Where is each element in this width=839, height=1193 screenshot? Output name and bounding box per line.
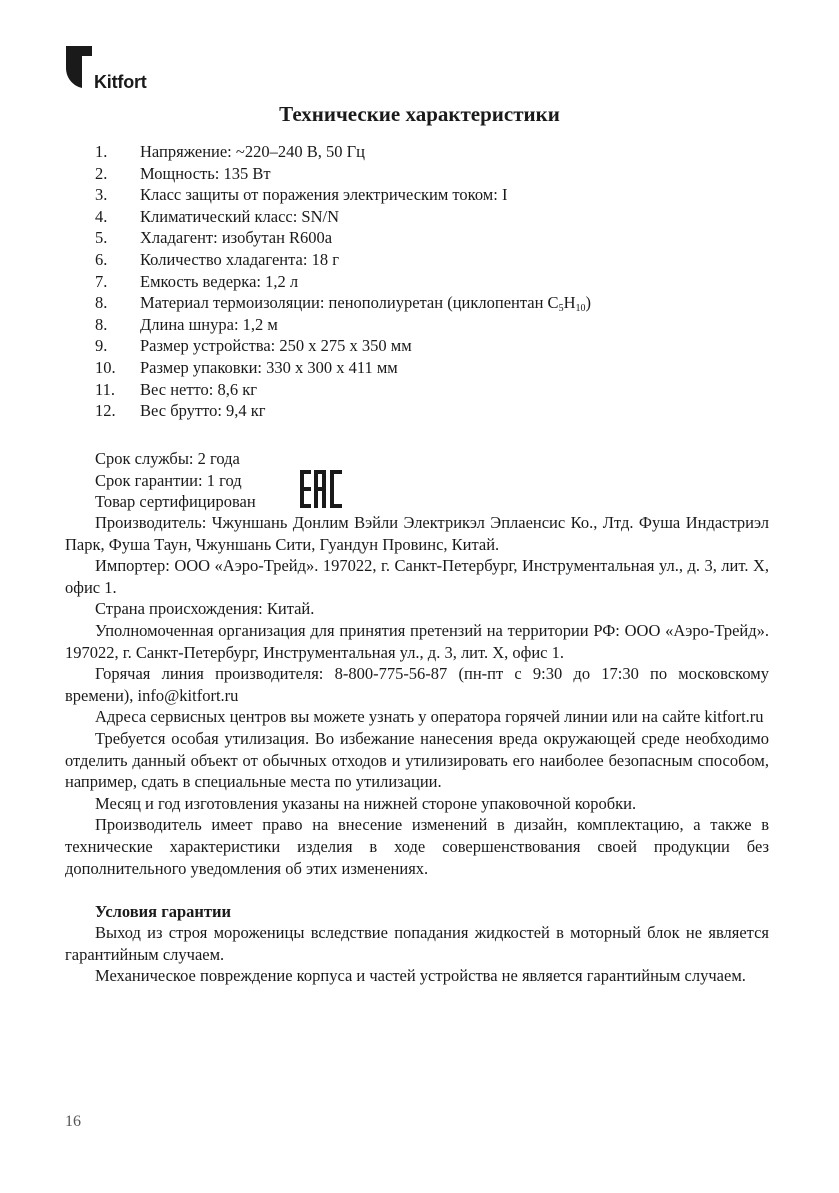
spec-text: Размер устройства: 250 x 275 x 350 мм [140, 336, 412, 356]
paragraph: Месяц и год изготовления указаны на нижней стороне упаковочной коробки. [95, 793, 637, 813]
spec-formula-part: 10 [575, 303, 586, 315]
paragraph: Производитель имеет право на внесение изменений в дизайн, комплектацию, а также в технические характеристики изделия в ходе совершенствования своей продукции без дополнительного уведомления об этих изменениях. [65, 815, 769, 878]
spec-item [95, 206, 591, 228]
spec-list [95, 141, 591, 422]
spec-text: Климатический класс: SN/N [140, 206, 340, 226]
paragraph: Импортер: ООО «Аэро-Трейд». 197022, г. Санкт-Петербург, Инструментальная ул., д. 3, лит. Х, офис 1. [65, 556, 769, 597]
spec-text: Размер упаковки: 330 x 300 x 411 мм [140, 357, 398, 377]
spec-item [95, 271, 591, 293]
spec-text: Хладагент: изобутан R600a [140, 228, 333, 248]
paragraph: Производитель: Чжуншань Донлим Вэйли Электрикэл Эплаенсис Ко., Лтд. Фуша Индастриэл Парк, Фуша Таун, Чжуншань Сити, Гуандун Провинс, Китай. [65, 513, 769, 554]
paragraph: Уполномоченная организация для принятия претензий на территории РФ: ООО «Аэро-Трейд». 197022, г. Санкт-Петербург, Инструментальная ул., д. 3, лит. Х, офис 1. [65, 620, 769, 662]
spec-item [95, 335, 591, 357]
spec-number: 2. [95, 163, 108, 183]
spec-item [95, 314, 591, 336]
spec-formula-part: H [563, 293, 576, 313]
spec-text: Напряжение: ~220–240 В, 50 Гц [140, 142, 365, 161]
warranty-period: Срок гарантии: 1 год [95, 470, 242, 490]
spec-number: 3. [95, 185, 108, 205]
spec-item [95, 400, 591, 422]
spec-formula-part: 5 [558, 303, 564, 315]
paragraph: Адреса сервисных центров вы можете узнать у оператора горячей линии или на сайте kitfort.ru [95, 707, 764, 727]
certified-text: Товар сертифицирован [95, 492, 256, 511]
spec-item [95, 379, 591, 401]
paragraph: Требуется особая утилизация. Во избежание нанесения вреда окружающей среде необходимо отделить данный объект от обычных отходов и утилизировать его наиболее безопасным способом, например, сдать в специальные места по утилизации. [65, 728, 769, 792]
spec-number: 6. [95, 249, 108, 269]
spec-text: Класс защиты от поражения электрическим током: I [140, 185, 508, 205]
logo-text: Kitfort [94, 72, 147, 92]
paragraph: Горячая линия производителя: 8-800-775-56-87 (пн-пт с 9:30 до 17:30 по московскому времени), info@kitfort.ru [65, 664, 769, 705]
spec-text: Материал термоизоляции: пенополиуретан (циклопентан C [140, 293, 559, 313]
spec-number: 8. [95, 314, 108, 334]
warranty-paragraph: Механическое повреждение корпуса и частей устройства не является гарантийным случаем. [95, 966, 746, 986]
spec-number: 12. [95, 401, 116, 421]
warranty-paragraph: Выход из строя мороженицы вследствие попадания жидкостей в моторный блок не является гарантийным случаем. [65, 923, 769, 964]
spec-number: 7. [95, 271, 108, 291]
kitfort-logo [66, 46, 186, 96]
spec-item [95, 227, 591, 249]
service-life: Срок службы: 2 года [95, 449, 240, 468]
spacer [65, 879, 769, 901]
spec-number: 4. [95, 206, 108, 226]
spec-text: Длина шнура: 1,2 м [140, 314, 278, 334]
page-title: Технические характеристики [279, 102, 560, 126]
short-info [95, 448, 256, 513]
spec-number: 11. [95, 379, 116, 399]
page-number: 16 [65, 1113, 81, 1130]
spec-text: Вес нетто: 8,6 кг [140, 379, 258, 399]
spec-item [95, 249, 591, 271]
spec-number: 1. [95, 142, 108, 161]
spec-number: 9. [95, 336, 108, 356]
eac-mark-icon [300, 470, 342, 508]
warranty-heading: Условия гарантии [95, 901, 232, 921]
spec-item [95, 292, 591, 314]
spec-item [95, 141, 591, 163]
spec-text: Вес брутто: 9,4 кг [140, 401, 266, 421]
spec-item [95, 357, 591, 379]
body-text [65, 512, 769, 987]
spec-number: 5. [95, 228, 108, 248]
kitfort-logo-mark-icon [66, 46, 92, 88]
spec-formula-part: ) [585, 293, 591, 313]
paragraph: Страна происхождения: Китай. [95, 599, 315, 619]
spec-text: Количество хладагента: 18 г [140, 249, 339, 269]
spec-text: Емкость ведерка: 1,2 л [140, 271, 299, 291]
spec-text: Мощность: 135 Вт [140, 163, 271, 183]
spec-number: 10. [95, 357, 116, 377]
spec-item [95, 184, 591, 206]
spec-item [95, 163, 591, 185]
spec-number: 8. [95, 293, 108, 313]
